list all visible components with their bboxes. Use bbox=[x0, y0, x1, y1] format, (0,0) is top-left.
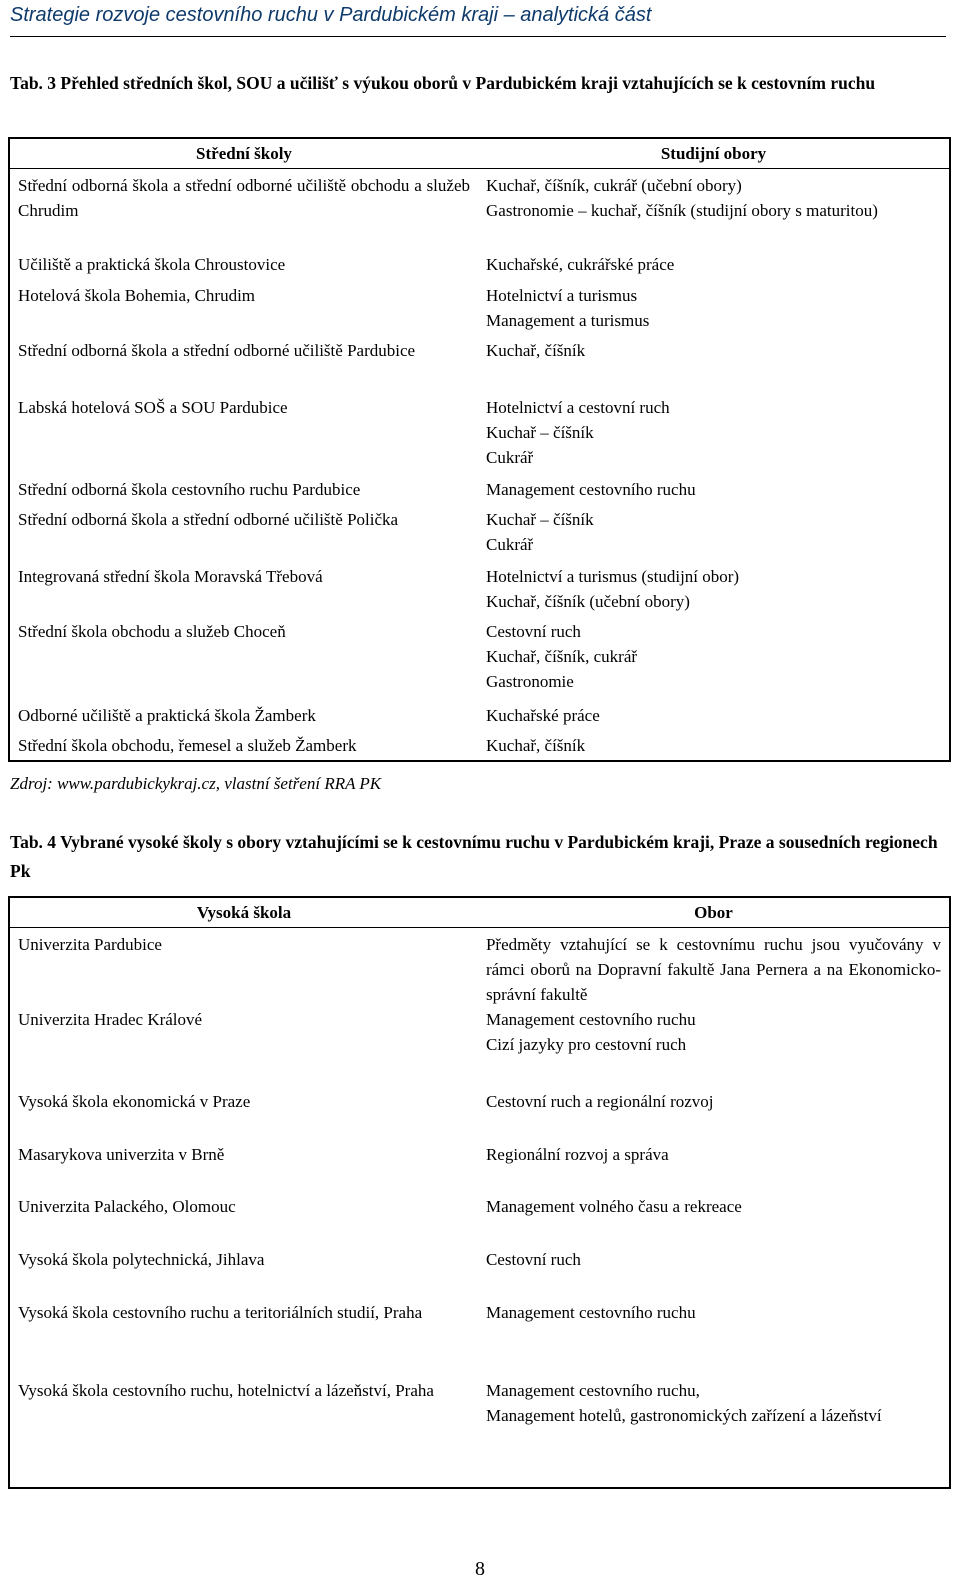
school-name: Učiliště a praktická škola Chroustovice bbox=[18, 254, 286, 274]
university-fields bbox=[478, 1007, 950, 1089]
field: Kuchař – číšník bbox=[486, 509, 594, 529]
university-fields bbox=[478, 1247, 950, 1300]
field: Management a turismus bbox=[486, 310, 650, 330]
table-row bbox=[9, 1007, 950, 1089]
school-name: Střední odborná škola a střední odborné učiliště obchodu a služeb Chrudim bbox=[18, 176, 470, 220]
university-name: Masarykova univerzita v Brně bbox=[18, 1145, 225, 1164]
university-name: Univerzita Pardubice bbox=[18, 935, 162, 954]
field: Kuchařské práce bbox=[486, 705, 600, 725]
school-name: Střední odborná škola cestovního ruchu Pardubice bbox=[18, 479, 361, 499]
field: Hotelnictví a cestovní ruch bbox=[486, 397, 670, 417]
study-fields bbox=[478, 733, 950, 761]
university-name: Vysoká škola ekonomická v Praze bbox=[18, 1092, 251, 1111]
school-name: Labská hotelová SOŠ a SOU Pardubice bbox=[18, 397, 288, 417]
field: Management cestovního ruchu, bbox=[485, 1381, 700, 1400]
field: Cestovní ruch bbox=[485, 1250, 581, 1269]
study-fields bbox=[478, 507, 950, 564]
field: Hotelnictví a turismus bbox=[486, 285, 638, 305]
running-header: Strategie rozvoje cestovního ruchu v Pardubickém kraji – analytická část bbox=[10, 4, 652, 26]
field: Hotelnictví a turismus (studijní obor) bbox=[486, 566, 740, 586]
study-fields bbox=[478, 338, 950, 395]
table-row bbox=[9, 338, 950, 395]
university-name: Univerzita Palackého, Olomouc bbox=[18, 1197, 236, 1216]
field: Cizí jazyky pro cestovní ruch bbox=[485, 1035, 687, 1054]
field: Cukrář bbox=[486, 534, 534, 554]
school-name: Hotelová škola Bohemia, Chrudim bbox=[18, 285, 256, 305]
university-fields bbox=[478, 1142, 950, 1194]
table3-source: Zdroj: www.pardubickykraj.cz, vlastní šetření RRA PK bbox=[10, 774, 382, 793]
university-fields bbox=[478, 1194, 950, 1247]
school-name: Integrovaná střední škola Moravská Třebová bbox=[18, 566, 323, 586]
table4-caption: Tab. 4 Vybrané vysoké školy s obory vztahujícími se k cestovnímu ruchu v Pardubickém kraji, Praze a sousedních regionech Pk bbox=[10, 832, 938, 881]
table-row bbox=[9, 169, 950, 252]
field: Předměty vztahující se k cestovnímu ruchu jsou vyučovány v rámci oborů na Dopravní fakultě Jana Pernera a na Ekonomicko-správní fakultě bbox=[485, 935, 941, 1004]
study-fields bbox=[478, 169, 950, 252]
university-name: Vysoká škola cestovního ruchu a teritoriálních studií, Praha bbox=[18, 1303, 423, 1322]
table-header-row bbox=[9, 138, 950, 169]
field: Kuchař, číšník bbox=[486, 735, 586, 755]
university-fields bbox=[478, 1378, 950, 1488]
study-fields bbox=[478, 564, 950, 619]
table-header-row bbox=[9, 897, 950, 928]
study-fields bbox=[478, 283, 950, 338]
table-row bbox=[9, 1089, 950, 1142]
university-fields bbox=[478, 1089, 950, 1142]
field: Regionální rozvoj a správa bbox=[485, 1145, 669, 1164]
field: Management cestovního ruchu bbox=[485, 1303, 696, 1322]
table-row bbox=[9, 733, 950, 761]
field: Kuchař, číšník (učební obory) bbox=[486, 591, 690, 611]
field: Kuchařské, cukrářské práce bbox=[486, 254, 675, 274]
table-row bbox=[9, 283, 950, 338]
column-header-field: Obor bbox=[478, 897, 950, 928]
school-name: Střední odborná škola a střední odborné učiliště Pardubice bbox=[18, 340, 416, 360]
school-name: Střední odborná škola a střední odborné učiliště Polička bbox=[18, 509, 399, 529]
university-name: Vysoká škola polytechnická, Jihlava bbox=[18, 1250, 265, 1269]
university-name: Univerzita Hradec Králové bbox=[18, 1010, 203, 1029]
table-row bbox=[9, 1378, 950, 1488]
study-fields bbox=[478, 477, 950, 507]
field: Management cestovního ruchu bbox=[485, 1010, 696, 1029]
table-row bbox=[9, 928, 950, 1008]
field: Cestovní ruch a regionální rozvoj bbox=[485, 1092, 714, 1111]
school-name: Střední škola obchodu, řemesel a služeb Žamberk bbox=[18, 735, 357, 755]
field: Cestovní ruch bbox=[486, 621, 581, 641]
field: Management hotelů, gastronomických zařízení a lázeňství bbox=[485, 1406, 882, 1425]
table-row bbox=[9, 1247, 950, 1300]
field: Gastronomie – kuchař, číšník (studijní obory s maturitou) bbox=[486, 201, 878, 220]
study-fields bbox=[478, 619, 950, 703]
field: Kuchař, číšník, cukrář bbox=[486, 646, 638, 666]
table-row bbox=[9, 564, 950, 619]
school-name: Střední škola obchodu a služeb Choceň bbox=[18, 621, 286, 641]
table-row bbox=[9, 507, 950, 564]
school-name: Odborné učiliště a praktická škola Žamberk bbox=[18, 705, 316, 725]
study-fields bbox=[478, 395, 950, 477]
table-row bbox=[9, 1194, 950, 1247]
table-row bbox=[9, 1142, 950, 1194]
field: Kuchař – číšník bbox=[486, 422, 594, 442]
table-row bbox=[9, 619, 950, 703]
university-name: Vysoká škola cestovního ruchu, hotelnictví a lázeňství, Praha bbox=[18, 1381, 434, 1400]
field: Management cestovního ruchu bbox=[486, 479, 696, 499]
field: Kuchař, číšník, cukrář (učební obory) bbox=[486, 176, 742, 195]
field: Management volného času a rekreace bbox=[485, 1197, 742, 1216]
field: Gastronomie bbox=[486, 671, 574, 691]
column-header-schools: Střední školy bbox=[9, 138, 478, 169]
column-header-university: Vysoká škola bbox=[9, 897, 478, 928]
table-row bbox=[9, 477, 950, 507]
study-fields bbox=[478, 252, 950, 283]
table-row bbox=[9, 703, 950, 733]
university-fields bbox=[478, 928, 950, 1008]
table-row bbox=[9, 252, 950, 283]
university-fields bbox=[478, 1300, 950, 1378]
header-divider bbox=[10, 36, 946, 37]
table-row bbox=[9, 395, 950, 477]
table4 bbox=[8, 896, 951, 1489]
table-row bbox=[9, 1300, 950, 1378]
table3-caption: Tab. 3 Přehled středních škol, SOU a učilišť s výukou oborů v Pardubickém kraji vztahujících se k cestovním ruchu bbox=[10, 73, 876, 93]
field: Kuchař, číšník bbox=[486, 340, 586, 360]
column-header-fields: Studijní obory bbox=[478, 138, 950, 169]
page-number: 8 bbox=[475, 1558, 485, 1580]
table3 bbox=[8, 137, 951, 762]
field: Cukrář bbox=[486, 447, 534, 467]
study-fields bbox=[478, 703, 950, 733]
